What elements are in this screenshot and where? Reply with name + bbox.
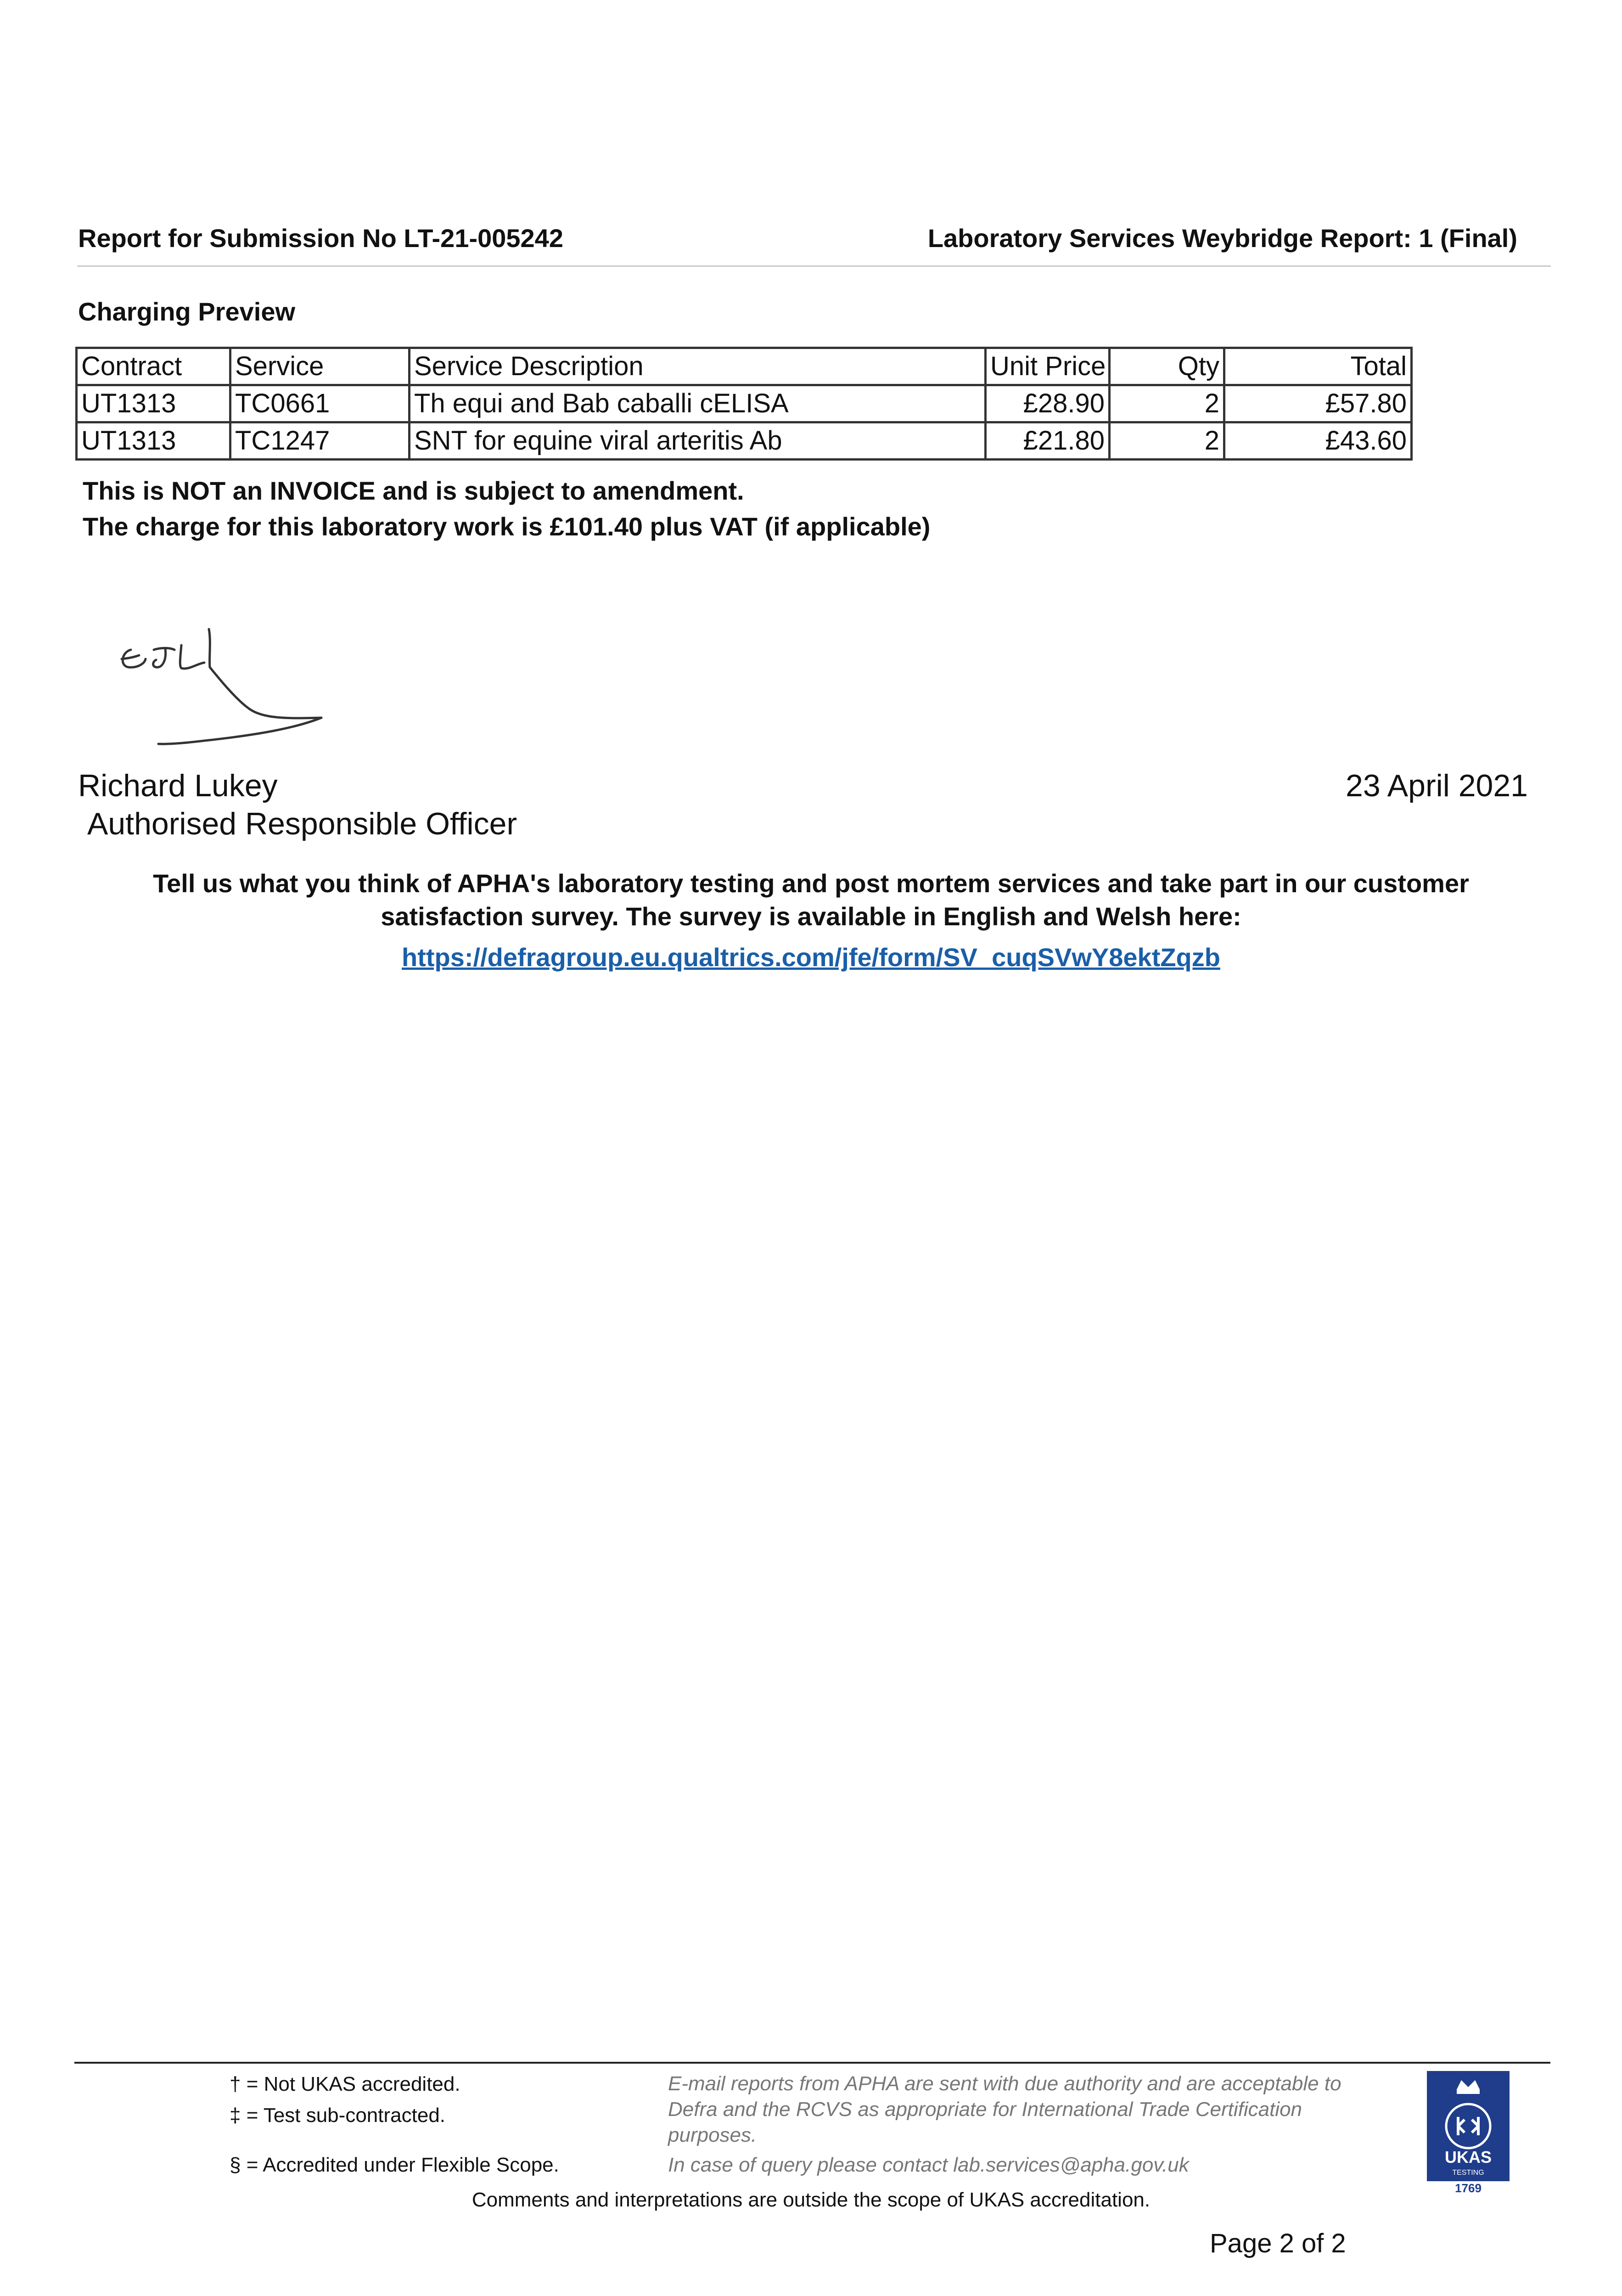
ukas-testing-label: TESTING xyxy=(1452,2169,1484,2177)
cell-qty: 2 xyxy=(1110,422,1224,460)
cell-service: TC1247 xyxy=(230,422,410,460)
footnote-dagger: † = Not UKAS accredited. xyxy=(230,2073,460,2095)
footnote-section: § = Accredited under Flexible Scope. xyxy=(230,2154,559,2176)
charging-table xyxy=(75,347,1413,461)
cell-qty: 2 xyxy=(1110,385,1224,422)
officer-role: Authorised Responsible Officer xyxy=(87,806,517,841)
cell-description: Th equi and Bab caballi cELISA xyxy=(410,385,986,422)
table-row xyxy=(77,385,1412,422)
column-header-unit-price: Unit Price xyxy=(986,348,1110,385)
cell-total: £57.80 xyxy=(1224,385,1412,422)
ukas-label: UKAS xyxy=(1444,2148,1492,2167)
report-date: 23 April 2021 xyxy=(1346,768,1528,803)
cell-unit-price: £21.80 xyxy=(986,422,1110,460)
handwritten-signature xyxy=(112,613,333,760)
cell-contract: UT1313 xyxy=(77,422,230,460)
footer-divider xyxy=(74,2062,1550,2064)
cell-description: SNT for equine viral arteritis Ab xyxy=(410,422,986,460)
ukas-logo xyxy=(1427,2071,1510,2195)
query-contact: In case of query please contact lab.services@apha.gov.uk xyxy=(668,2154,1189,2176)
footnote-double-dagger: ‡ = Test sub-contracted. xyxy=(230,2104,446,2127)
column-header-description: Service Description xyxy=(410,348,986,385)
officer-name: Richard Lukey xyxy=(78,768,278,803)
header-divider xyxy=(77,265,1551,267)
survey-link[interactable]: https://defragroup.eu.qualtrics.com/jfe/form/SV_cuqSVwY8ektZqzb xyxy=(402,943,1220,972)
cell-service: TC0661 xyxy=(230,385,410,422)
cell-unit-price: £28.90 xyxy=(986,385,1110,422)
survey-line-1: Tell us what you think of APHA's laboratory testing and post mortem services and take part in our customer xyxy=(153,869,1469,898)
survey-line-2: satisfaction survey. The survey is available in English and Welsh here: xyxy=(381,902,1241,931)
lab-report-title: Laboratory Services Weybridge Report: 1 (Final) xyxy=(927,224,1517,253)
ukas-scope-note: Comments and interpretations are outside the scope of UKAS accreditation. xyxy=(471,2189,1151,2211)
survey-invitation xyxy=(73,867,1549,933)
cell-contract: UT1313 xyxy=(77,385,230,422)
invoice-notice xyxy=(83,473,930,545)
page-number: Page 2 of 2 xyxy=(1210,2228,1346,2258)
survey-link-container xyxy=(73,942,1549,972)
not-invoice-text: This is NOT an INVOICE and is subject to amendment. xyxy=(83,476,744,505)
charging-preview-title: Charging Preview xyxy=(78,297,296,326)
table-header-row xyxy=(77,348,1412,385)
column-header-total: Total xyxy=(1224,348,1412,385)
column-header-service: Service xyxy=(230,348,410,385)
column-header-contract: Contract xyxy=(77,348,230,385)
column-header-qty: Qty xyxy=(1110,348,1224,385)
ukas-number: 1769 xyxy=(1455,2181,1482,2195)
cell-total: £43.60 xyxy=(1224,422,1412,460)
charge-total-text: The charge for this laboratory work is £101.40 plus VAT (if applicable) xyxy=(83,512,931,541)
email-disclaimer: E-mail reports from APHA are sent with due authority and are acceptable to Defra and the RCVS as appropriate for International Trade Certification purposes. xyxy=(668,2072,1341,2146)
report-submission-title: Report for Submission No LT-21-005242 xyxy=(78,224,563,253)
table-row xyxy=(77,422,1412,460)
